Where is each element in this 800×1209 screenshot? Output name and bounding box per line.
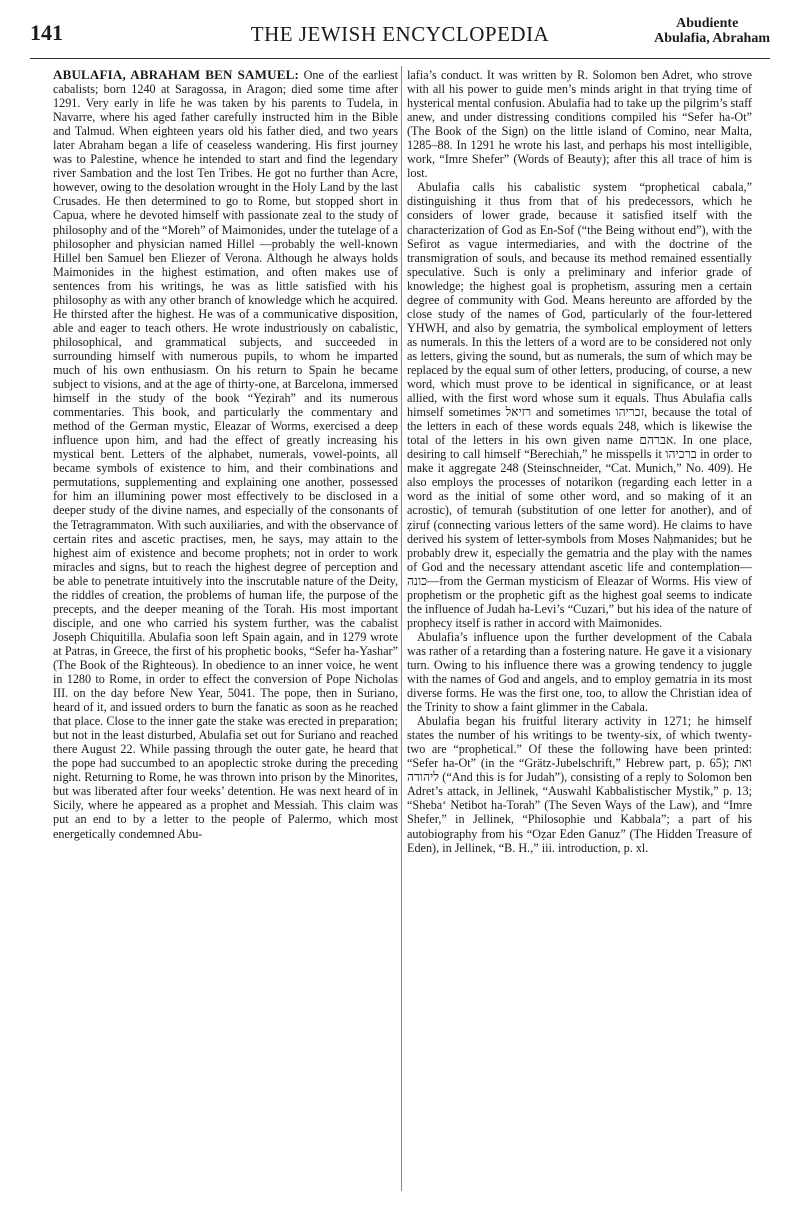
paragraph-text: One of the earliest cabalists; born 1240 at Saragossa, in Aragon; died some time after 1291. Very early in life he was taken by his parents to Tudela, in Navarre, where his aged father carefully instructed him in the Bible and Talmud. When eighteen years old his father died, and two years later Abraham began a life of ceaseless wandering. His first journey was to Palestine, whence he intended to start and find the legendary river Sambation and the lost Ten Tribes. He got no further than Acre, however, owing to the desolation wrought in the Holy Land by the last Crusades. He then determined to go to Rome, but stopped short in Capua, where he devoted himself with passionate zeal to the study of philosophy and of the “Moreh” of Maimonides, under the tutelage of a philosopher and physician named Hillel —probably the well-known Hillel ben Samuel ben Eliezer of Verona. Although he always holds Maimonides in the highest estimation, and often makes use of sentences from his writings, he was as little satisfied with his philosophy as with any other branch of knowledge which he acquired. He thirsted after the highest. He was of a communicative disposition, able and eager to teach others. He wrote industriously on cabalistic, philosophical, and grammatical subjects, and succeeded in surrounding himself with numerous pupils, to whom he imparted much of his own enthusiasm. On his return to Spain he became subject to visions, and at the age of thirty-one, at Barcelona, immersed himself in the study of the book “Yeẓirah” and its numerous commentaries. This book, and particularly the commentary and method of the German mystic, Eleazar of Worms, exercised a deep influence upon him, and had the effect of greatly increasing his mystical bent. Letters of the alphabet, numerals, vowel-points, all became symbols of existence to him, and their combinations and permutations, supplementing and explaining one another, possessed for him an illumining power most effectively to be disclosed in a deeper study of the divine names, and especially of the consonants of the Tetragrammaton. With such auxiliaries, and with the observance of certain rites and ascetic practises, men, he says, may attain to the highest aim of existence and become prophets; not in order to work miracles and signs, but to reach the highest degree of perception and be able to penetrate intuitively into the inscrutable nature of the Deity, the riddles of creation, the problems of human life, the purpose of the precepts, and the deeper meaning of the Torah. His most important disciple, and one who carried his system further, was the cabalist Joseph Chiquitilla. Abulafia soon left Spain again, and in 1279 wrote at Patras, in Greece, the first of his prophetic books, “Sefer ha-Yashar” (The Book of the Righteous). In obedience to an inner voice, he went in 1280 to Rome, in order to effect the conversion of Pope Nicholas III. on the day before New Year, 5041. The pope, then in Suriano, heard of it, and issued orders to burn the fanatic as soon as he reached that place. Close to the inner gate the stake was erected in preparation; but not in the least disturbed, Abulafia set out for Suriano and reached there August 22. While passing through the outer gate, he heard that the pope had succumbed to an apoplectic stroke during the preceding night. Returning to Rome, he was thrown into prison by the Minorites, but was liberated after four weeks’ detention. He was next heard of in Sicily, where he appeared as a prophet and Messiah. This claim was put an end to by a letter to the people of Palermo, which most energetically condemned Abu-	[53, 68, 398, 841]
article-paragraph: Abulafia began his fruitful literary activity in 1271; he himself states the number of his writings to be twenty-six, of which twenty-two are “prophetical.” Of these the following have been printed: “Sefer ha-Ot” (in the “Grätz-Jubelschrift,” Hebrew part, p. 65); ואת ליהודה (“And this is for Judah”), consisting of a reply to Solomon ben Adret’s attack, in Jellinek, “Auswahl Kabbalistischer Mystik,” p. 13; “Sheba‘ Netibot ha-Torah” (The Seven Ways of the Law), and “Imre Shefer,” in Jellinek, “Philosophie und Kabbala”; a part of his autobiography from his “Oẓar Eden Ganuz” (The Hidden Treasure of Eden), in Jellinek, “B. H.,” iii. introduction, p. xl.	[407, 714, 752, 855]
column-divider	[401, 66, 402, 1191]
article-paragraph: Abulafia calls his cabalistic system “prophetical cabala,” distinguishing it thus from that of his predecessors, which he considers of lower grade, because it satisfied itself with the characterization of God as En-Sof (“the Being without end”), with the Sefirot as vague intermediaries, and with the doctrine of the transmigration of souls, and because its method remained essentially speculative. Such is only a preliminary and inferior grade of knowledge; the highest goal is prophetism, assuring men a certain degree of community with God. Means hereunto are afforded by the close study of the names of God, particularly of the four-lettered YHWH, and also by gematria, the symbolical employment of letters as numerals. In this the letters of a word are to be considered not only as letters, giving the sound, but as numerals, the sum of which may be replaced by the equal sum of other letters, producing, of course, a new word, which must prove to be identical in significance, or at least allied, with the first word whose sum it equals. Thus Abulafia calls himself sometimes רזיאל and sometimes זכריהו, because the total of the letters in each of these words equals 248, which is likewise the total of the letters in his own given name אברהם. In one place, desiring to call himself “Berechiah,” he misspells it ברכיהו in order to make it aggregate 248 (Steinschneider, “Cat. Munich,” No. 409). He also employs the processes of notarikon (regarding each letter in a word as the initial of some other word, and so making of it an acrostic), of temurah (substitution of one letter for another), and of ẓiruf (connecting various letters of the same word). He claims to have derived his system of letter-symbols from Moses Naḥmanides; but he probably drew it, especially the gematria and the play with the names of God and the necessary attendant ascetic life and contemplation—כונה—from the German mysticism of Eleazar of Worms. His view of prophetism or the prophetic gift as the highest goal seems to indicate the influence of Judah ha-Levi’s “Cuzari,” but his idea of the nature of prophecy itself is rather in accord with Maimonides.	[407, 180, 753, 630]
header-rule	[30, 58, 770, 59]
page-header	[30, 14, 770, 54]
article-headword: ABULAFIA, ABRAHAM BEN SAMUEL:	[53, 67, 299, 82]
guide-words	[654, 16, 770, 46]
guide-word-bottom: Abulafia, Abraham	[654, 31, 770, 46]
article-paragraph: Abulafia’s influence upon the further development of the Cabala was rather of a retarding than a fostering nature. He gave it a visionary turn. Owing to his influence there was a growing tendency to juggle with the names of God and angels, and to employ gematria in its most diverse forms. He was the first one, too, to allow the Christian idea of the Trinity to show a faint glimmer in the Cabala.	[407, 629, 752, 715]
running-title: THE JEWISH ENCYCLOPEDIA	[250, 22, 550, 46]
article-paragraph: lafia’s conduct. It was written by R. Solomon ben Adret, who strove with all his power to guide men’s minds aright in that trying time of hysterical mental confusion. Abulafia had to take up the pilgrim’s staff anew, and under distressing conditions compiled his “Sefer ha-Ot” (The Book of the Sign) on the little island of Comino, near Malta, 1285–88. In 1291 he wrote his last, and perhaps his most intelligible, work, “Imre Shefer” (Words of Beauty); after this all trace of him is lost.	[407, 68, 752, 181]
right-column	[407, 68, 752, 855]
left-column	[53, 68, 398, 841]
page-number: 141	[30, 20, 63, 45]
guide-word-top: Abudiente	[676, 16, 739, 31]
article-paragraph	[53, 68, 398, 841]
